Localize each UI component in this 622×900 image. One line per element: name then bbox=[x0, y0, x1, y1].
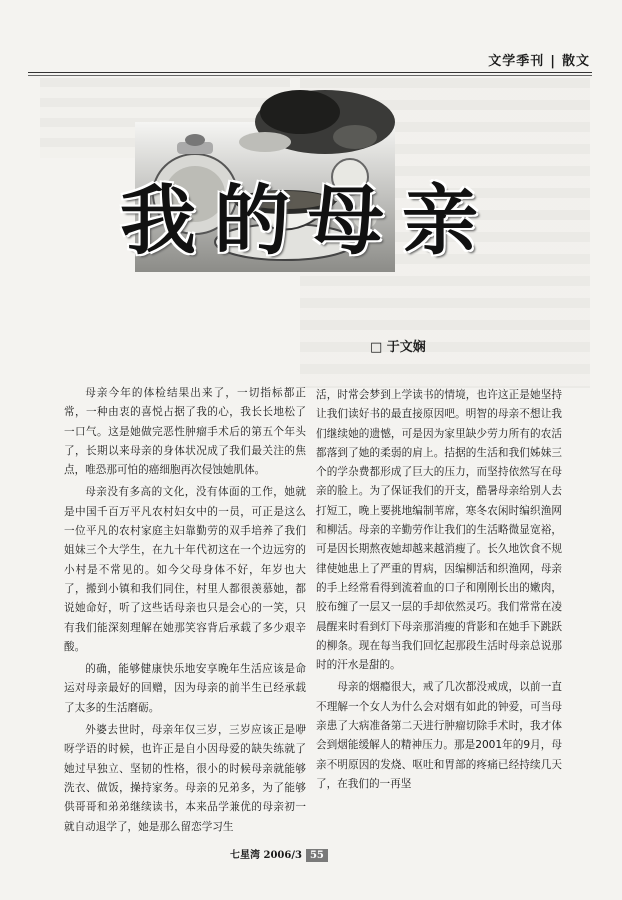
page-header bbox=[330, 50, 590, 72]
text-column-left bbox=[64, 384, 306, 834]
footer-journal: 七星湾 2006/3 bbox=[230, 850, 302, 861]
paragraph: 母亲没有多高的文化，没有体面的工作，她就是中国千百万平凡农村妇女中的一员，可正是这么一位平凡的农村家庭主妇靠勤劳的双手培养了我们姐妹三个大学生，在九十年代初这在一个边远穷的小村是不常见的。如今父母身体不好，年岁也大了，搬到小镇和我们同住，村里人都很羡慕她，都说她命好，听了这些话母亲也只是会心的一笑，只有我们能深刻理解在她那笑容背后承载了多少艰辛酸。 bbox=[64, 486, 306, 653]
text-column-right bbox=[316, 386, 562, 836]
author-byline: □ 于文娴 bbox=[370, 340, 426, 355]
header-separator: | bbox=[550, 54, 556, 69]
header-rule-thin bbox=[28, 75, 592, 76]
page-footer bbox=[230, 846, 390, 864]
paragraph: 外婆去世时，母亲年仅三岁，三岁应该正是咿呀学语的时候，也许正是自小因母爱的缺失练就了她过早独立、坚韧的性格，很小的时候母亲就能够洗衣、做饭，操持家务。母亲的兄弟多，为了能够供哥哥和弟弟继续读书，本来品学兼优的母亲初一就自动退学了，她是那么留恋学习生 bbox=[64, 724, 306, 833]
section-name: 散文 bbox=[561, 54, 590, 69]
header-rule bbox=[28, 72, 592, 73]
paragraph: 母亲今年的体检结果出来了，一切指标都正常，一种由衷的喜悦占据了我的心，我长长地松了一口气。这是她做完恶性肿瘤手术后的第五个年头了，长期以来母亲的身体状况成了我们最关注的焦点，唯恐那可怕的癌细胞再次侵蚀她肌体。 bbox=[64, 387, 306, 477]
page-number: 55 bbox=[306, 849, 328, 862]
paragraph-continued: 活，时常会梦到上学读书的情境，也许这正是她坚持让我们读好书的最直接原因吧。明智的母亲不想让我们继续她的遗憾，可是因为家里缺少劳力所有的农活都落到了她的柔弱的肩上。拮据的生活和我们姊妹三个的学杂费都形成了巨大的压力，而坚持依然写在母亲的脸上。为了保证我们的开支，酷暑母亲给别人去打短工，晚上要挑地编制苇席，寒冬农闲时编织渔网和柳活。母亲的辛勤劳作让我们的生活略微显宽裕，可是因长期熬夜她却越来越消瘦了。长久地饮食不规律使她患上了严重的胃病，因编柳活和织渔网，母亲的手上经常看得到流着血的口子和刚刚长出的嫩肉，胶布缠了一层又一层的手却依然灵巧。我们常常在凌晨醒来时看到灯下母亲那消瘦的背影和在她手下跳跃的柳条。现在每当我们回忆起那段生活时母亲总说那时的汗水是甜的。 bbox=[316, 389, 562, 672]
paragraph: 的确，能够健康快乐地安享晚年生活应该是命运对母亲最好的回赠，因为母亲的前半生已经承载了太多的生活磨砺。 bbox=[64, 663, 306, 714]
journal-name: 文学季刊 bbox=[488, 54, 545, 69]
paragraph: 母亲的烟瘾很大，戒了几次都没戒成，以前一直不理解一个女人为什么会对烟有如此的钟爱，可当母亲患了大病准备第二天进行肿瘤切除手术时，我才体会到烟能缓解人的精神压力。那是2001年的9月，母亲不明原因的发烧、呕吐和胃部的疼痛已经持续几天了，在我们的一再坚 bbox=[316, 681, 562, 790]
article-title: 我的母亲 bbox=[120, 176, 496, 265]
